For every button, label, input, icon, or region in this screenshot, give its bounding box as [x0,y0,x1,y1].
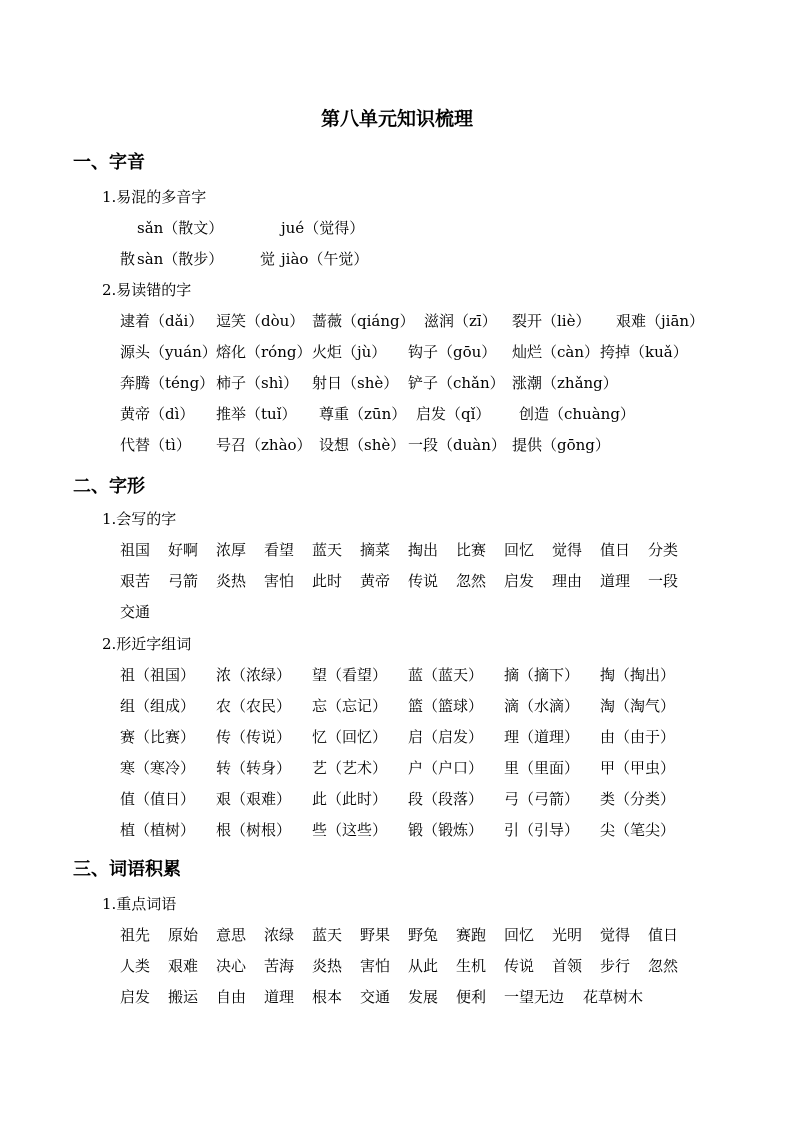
list-item: 原始 [168,926,199,944]
list-item: 启发（qǐ） [416,405,491,423]
list-item: 引（引导） [504,821,580,839]
list-item: 农（农民） [216,697,292,715]
list-item: 决心 [216,957,247,975]
list-item: 艰（艰难） [216,790,292,808]
list-item: 忽然 [456,572,487,590]
list-item: 祖先 [120,926,151,944]
list-item: 比赛 [456,541,487,559]
list-item: 首领 [552,957,583,975]
list-item: 黄帝 [360,572,391,590]
list-item: 根本 [312,988,343,1006]
list-item: 里（里面） [504,759,580,777]
list-item: 植（植树） [120,821,196,839]
list-item: 意思 [216,926,247,944]
list-item: 觉得 [552,541,583,559]
list-item: 忽然 [648,957,679,975]
subsection-label-similar: 2.形近字组词 [102,635,192,653]
list-item: 忆（回忆） [312,728,388,746]
list-item: 摘菜 [360,541,391,559]
list-item: 浓厚 [216,541,247,559]
list-item: 启（启发） [408,728,484,746]
list-item: 炎热 [216,572,247,590]
list-item: 害怕 [360,957,391,975]
list-item: 苦海 [264,957,295,975]
list-item: 交通 [120,603,151,621]
subsection-label-writable: 1.会写的字 [102,510,177,528]
list-item: 传说 [504,957,535,975]
list-item: 赛跑 [456,926,487,944]
list-item: 望（看望） [312,666,388,684]
list-item: 创造（chuàng） [519,405,635,423]
list-item: 浓（浓绿） [216,666,292,684]
list-item: 赛（比赛） [120,728,196,746]
list-item: 蔷薇（qiáng） [312,312,415,330]
list-item: 甲（甲虫） [600,759,676,777]
list-item: 裂开（liè） [512,312,591,330]
list-item: 挎掉（kuǎ） [600,343,688,361]
list-item: 淘（淘气） [600,697,676,715]
polyphonic-san-reading-2: sàn（散步） [137,250,224,268]
list-item: 浓绿 [264,926,295,944]
list-item: 道理 [264,988,295,1006]
list-item: 弓箭 [168,572,199,590]
list-item: 摘（摘下） [504,666,580,684]
list-item: 奔腾（téng） [120,374,215,392]
list-item: 尊重（zūn） [319,405,407,423]
section-heading-characters: 二、字形 [73,476,145,497]
list-item: 掏（掏出） [600,666,676,684]
list-item: 组（组成） [120,697,196,715]
polyphonic-jue-char: 觉 [260,250,276,268]
polyphonic-jue-reading-1: jué（觉得） [281,219,365,237]
list-item: 理（道理） [504,728,580,746]
list-item: 铲子（chǎn） [408,374,505,392]
list-item: 滋润（zī） [424,312,497,330]
list-item: 交通 [360,988,391,1006]
list-item: 艰难（jiān） [616,312,705,330]
list-item: 艰苦 [120,572,151,590]
list-item: 值日 [648,926,679,944]
list-item: 好啊 [168,541,199,559]
list-item: 篮（篮球） [408,697,484,715]
list-item: 推举（tuǐ） [216,405,297,423]
list-item: 类（分类） [600,790,676,808]
list-item: 柿子（shì） [216,374,299,392]
list-item: 提供（gōng） [512,436,610,454]
list-item: 一段 [648,572,679,590]
list-item: 野兔 [408,926,439,944]
list-item: 由（由于） [600,728,676,746]
list-item: 传（传说） [216,728,292,746]
list-item: 此时 [312,572,343,590]
list-item: 觉得 [600,926,631,944]
list-item: 滴（水滴） [504,697,580,715]
list-item: 祖国 [120,541,151,559]
section-heading-pronunciation: 一、字音 [73,152,145,173]
list-item: 寒（寒冷） [120,759,196,777]
list-item: 尖（笔尖） [600,821,676,839]
list-item: 蓝天 [312,541,343,559]
list-item: 艺（艺术） [312,759,388,777]
list-item: 号召（zhào） [216,436,312,454]
list-item: 看望 [264,541,295,559]
list-item: 分类 [648,541,679,559]
list-item: 便利 [456,988,487,1006]
list-item: 锻（锻炼） [408,821,484,839]
polyphonic-san-char: 散 [120,250,136,268]
list-item: 代替（tì） [120,436,191,454]
list-item: 炎热 [312,957,343,975]
list-item: 些（这些） [312,821,388,839]
list-item: 值（值日） [120,790,196,808]
section-heading-vocabulary: 三、词语积累 [73,859,181,880]
list-item: 熔化（róng） [216,343,312,361]
list-item: 逮着（dǎi） [120,312,204,330]
list-item: 道理 [600,572,631,590]
subsection-label-polyphonic: 1.易混的多音字 [102,188,207,206]
list-item: 火炬（jù） [312,343,387,361]
list-item: 涨潮（zhǎng） [512,374,618,392]
list-item: 回忆 [504,541,535,559]
list-item: 灿烂（càn） [512,343,600,361]
list-item: 生机 [456,957,487,975]
list-item: 忘（忘记） [312,697,388,715]
list-item: 蓝（蓝天） [408,666,484,684]
list-item: 转（转身） [216,759,292,777]
list-item: 户（户口） [408,759,484,777]
list-item: 回忆 [504,926,535,944]
list-item: 步行 [600,957,631,975]
list-item: 花草树木 [583,988,644,1006]
list-item: 理由 [552,572,583,590]
list-item: 蓝天 [312,926,343,944]
list-item: 害怕 [264,572,295,590]
list-item: 从此 [408,957,439,975]
list-item: 此（此时） [312,790,388,808]
list-item: 搬运 [168,988,199,1006]
list-item: 掏出 [408,541,439,559]
list-item: 光明 [552,926,583,944]
list-item: 根（树根） [216,821,292,839]
list-item: 启发 [504,572,535,590]
list-item: 源头（yuán） [120,343,217,361]
list-item: 发展 [408,988,439,1006]
list-item: 自由 [216,988,247,1006]
list-item: 黄帝（dì） [120,405,195,423]
list-item: 一段（duàn） [408,436,506,454]
subsection-label-key-words: 1.重点词语 [102,895,177,913]
polyphonic-jue-reading-2: jiào（午觉） [281,250,369,268]
list-item: 射日（shè） [312,374,399,392]
list-item: 设想（shè） [319,436,406,454]
list-item: 钩子（gōu） [408,343,497,361]
polyphonic-san-reading-1: sǎn（散文） [137,219,224,237]
list-item: 弓（弓箭） [504,790,580,808]
list-item: 野果 [360,926,391,944]
list-item: 值日 [600,541,631,559]
list-item: 启发 [120,988,151,1006]
list-item: 一望无边 [504,988,565,1006]
list-item: 艰难 [168,957,199,975]
list-item: 祖（祖国） [120,666,196,684]
list-item: 传说 [408,572,439,590]
list-item: 段（段落） [408,790,484,808]
list-item: 逗笑（dòu） [216,312,305,330]
page-title: 第八单元知识梳理 [320,108,473,130]
list-item: 人类 [120,957,151,975]
subsection-label-misread: 2.易读错的字 [102,281,192,299]
